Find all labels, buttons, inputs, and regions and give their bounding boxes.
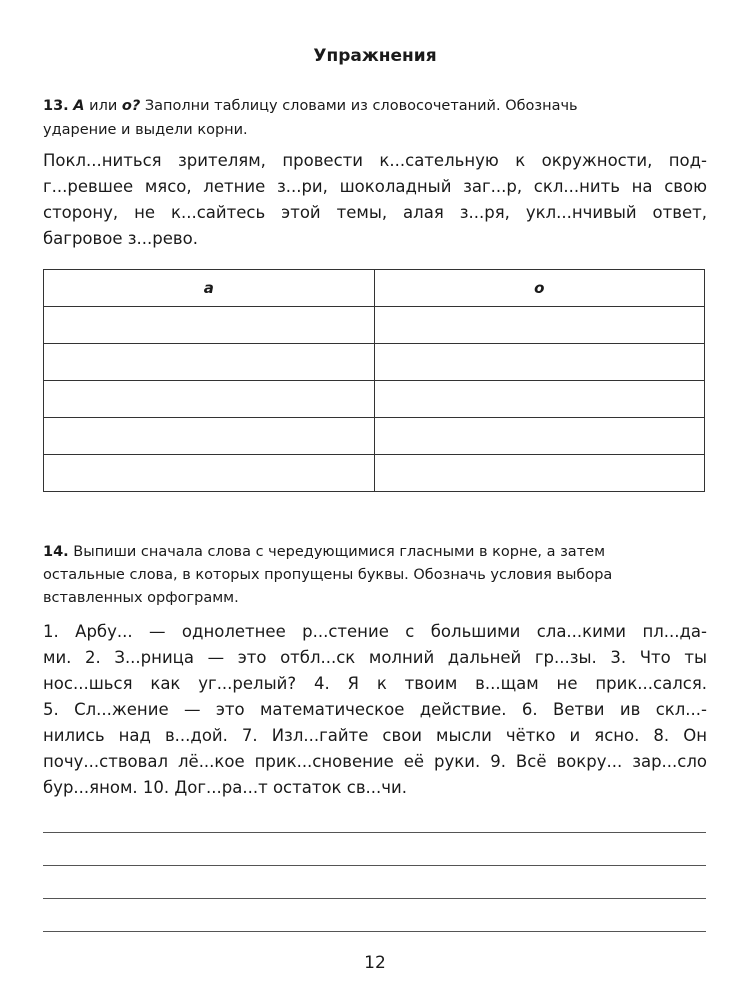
task-13-instruction-line2: ударение и выдели корни. <box>43 122 248 138</box>
exercise-line: 5. Сл...жение — это математическое действие. 6. Ветви ив скл...- <box>43 700 707 719</box>
table-row <box>44 418 705 455</box>
table-cell[interactable] <box>374 381 705 418</box>
table-row <box>44 381 705 418</box>
table-cell[interactable] <box>44 418 375 455</box>
task-13-exercise-text <box>43 148 707 252</box>
table-row <box>44 455 705 492</box>
task-14-exercise-text <box>43 619 707 801</box>
exercise-line: 1. Арбу... — однолетнее р...стение с большими сла...кими пл...да- <box>43 622 707 641</box>
table-cell[interactable] <box>44 455 375 492</box>
task-14-number: 14. <box>43 544 69 560</box>
table-cell[interactable] <box>374 307 705 344</box>
task-13-instruction-text: Заполни таблицу словами из словосочетаний. Обозначь <box>144 98 578 114</box>
exercise-line: нос...шься как уг...релый? 4. Я к твоим в...щам не прик...сался. <box>43 674 707 693</box>
answer-line[interactable] <box>43 832 706 833</box>
task-13-letter-o: о? <box>121 98 141 114</box>
exercise-line: нились над в...дой. 7. Изл...гайте свои мысли чётко и ясно. 8. Он <box>43 726 707 745</box>
answer-line[interactable] <box>43 931 706 932</box>
table-cell[interactable] <box>44 344 375 381</box>
table-cell[interactable] <box>44 381 375 418</box>
task-13-letter-a: А <box>73 98 85 114</box>
table-header-row <box>44 270 705 307</box>
column-header-o: о <box>374 270 705 307</box>
task-13-or-word: или <box>89 98 118 114</box>
exercise-line: Покл...ниться зрителям, провести к...сательную к окружности, под- <box>43 151 707 170</box>
page-number: 12 <box>364 953 386 973</box>
task-14-instruction-line: вставленных орфограмм. <box>43 590 239 606</box>
exercise-line: г...ревшее мясо, летние з...ри, шоколадный заг...р, скл...нить на свою <box>43 177 707 196</box>
table-row <box>44 307 705 344</box>
answer-table <box>43 269 705 492</box>
table-cell[interactable] <box>374 455 705 492</box>
task-13-instruction <box>43 94 707 142</box>
table-row <box>44 344 705 381</box>
exercise-line: почу...ствовал лё...кое прик...сновение её руки. 9. Всё вокру... зар...сло <box>43 752 707 771</box>
column-header-a: а <box>44 270 375 307</box>
task-14-instruction <box>43 541 707 610</box>
task-14-instruction-line: Выпиши сначала слова с чередующимися гласными в корне, а затем <box>73 544 606 560</box>
task-14-instruction-line: остальные слова, в которых пропущены буквы. Обозначь условия выбора <box>43 567 613 583</box>
page-title: Упражнения <box>313 46 437 66</box>
exercise-line: бур...яном. 10. Дог...ра...т остаток св...чи. <box>43 778 407 797</box>
task-13-number: 13. <box>43 98 69 114</box>
answer-line[interactable] <box>43 865 706 866</box>
table-cell[interactable] <box>374 418 705 455</box>
answer-line[interactable] <box>43 898 706 899</box>
exercise-line: багровое з...рево. <box>43 229 198 248</box>
table-cell[interactable] <box>44 307 375 344</box>
table-cell[interactable] <box>374 344 705 381</box>
exercise-line: сторону, не к...сайтесь этой темы, алая з...ря, укл...нчивый ответ, <box>43 203 707 222</box>
exercise-line: ми. 2. З...рница — это отбл...ск молний дальней гр...зы. 3. Что ты <box>43 648 707 667</box>
